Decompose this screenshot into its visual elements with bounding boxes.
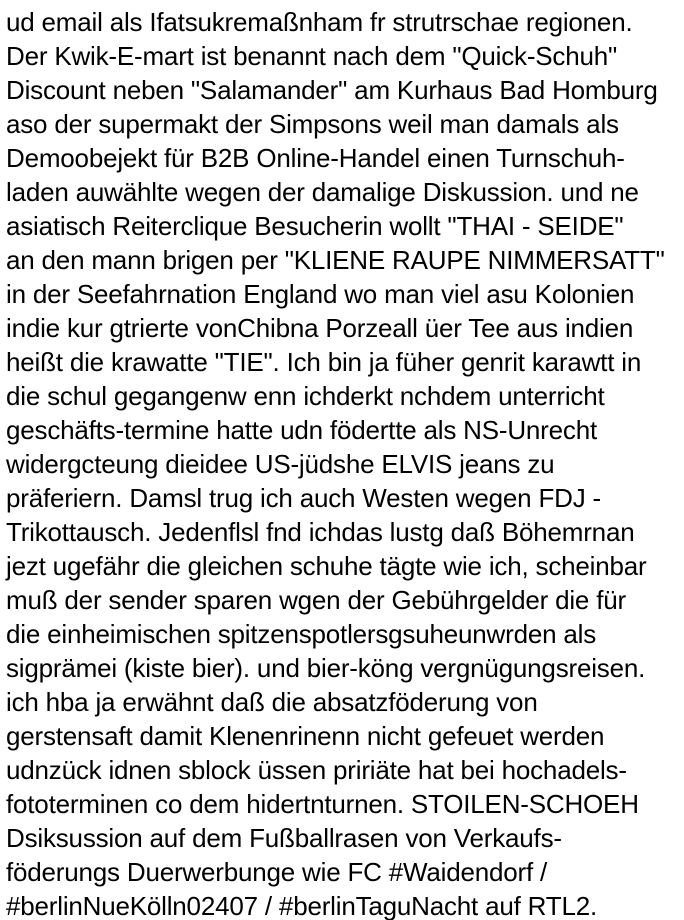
text-line: heißt die krawatte "TIE". Ich bin ja füher genrit karawtt in (6, 347, 642, 377)
text-line: asiatisch Reiterclique Besucherin wollt "THAI - SEIDE" (6, 211, 624, 241)
text-line: Der Kwik-E-mart ist benannt nach dem "Quick-Schuh" (6, 41, 618, 71)
text-line: aso der supermakt der Simpsons weil man damals als (6, 109, 619, 139)
text-line: widergcteung dieidee US-jüdshe ELVIS jeans zu (6, 449, 555, 479)
text-line: gerstensaft damit Klenenrinenn nicht gefeuet werden (6, 721, 605, 751)
text-line: präferiern. Damsl trug ich auch Westen wegen FDJ - (6, 483, 601, 513)
text-line: geschäfts-termine hatte udn födertte als NS-Unrecht (6, 415, 597, 445)
text-line: die schul gegangenw enn ichderkt nchdem unterricht (6, 381, 605, 411)
text-line: Discount neben "Salamander" am Kurhaus Bad Homburg (6, 75, 658, 105)
text-line: indie kur gtrierte vonChibna Porzeall üer Tee aus indien (6, 313, 634, 343)
text-line: #berlinNueKölln02407 / #berlinTaguNacht auf RTL2. (6, 891, 598, 920)
text-line: Trikottausch. Jedenflsl fnd ichdas lustg daß Böhemrnan (6, 517, 635, 547)
text-line: fototerminen co dem hidertnturnen. STOILEN-SCHOEH (6, 789, 639, 819)
text-line: ich hba ja erwähnt daß die absatzföderung von (6, 687, 538, 717)
text-line: in der Seefahrnation England wo man viel asu Kolonien (6, 279, 635, 309)
text-line: muß der sender sparen wgen der Gebührgelder die für (6, 585, 626, 615)
text-line: die einheimischen spitzenspotlersgsuheunwrden als (6, 619, 597, 649)
text-line: föderungs Duerwerbunge wie FC #Waidendorf / (6, 857, 548, 887)
text-line: Dsiksussion auf dem Fußballrasen von Verkaufs- (6, 823, 562, 853)
text-line: udnzück idnen sblock üssen pririäte hat bei hochadels- (6, 755, 627, 785)
text-line: an den mann brigen per "KLIENE RAUPE NIMMERSATT" (6, 245, 665, 275)
text-line: jezt ugefähr die gleichen schuhe tägte wie ich, scheinbar (6, 551, 647, 581)
text-line: sigprämei (kiste bier). und bier-köng vergnügungsreisen. (6, 653, 646, 683)
text-line: ud email als Ifatsukremaßnham fr strutrschae regionen. (6, 7, 633, 37)
text-line: laden auwählte wegen der damalige Diskussion. und ne (6, 177, 639, 207)
text-line: Demoobejekt für B2B Online-Handel einen Turnschuh- (6, 143, 625, 173)
